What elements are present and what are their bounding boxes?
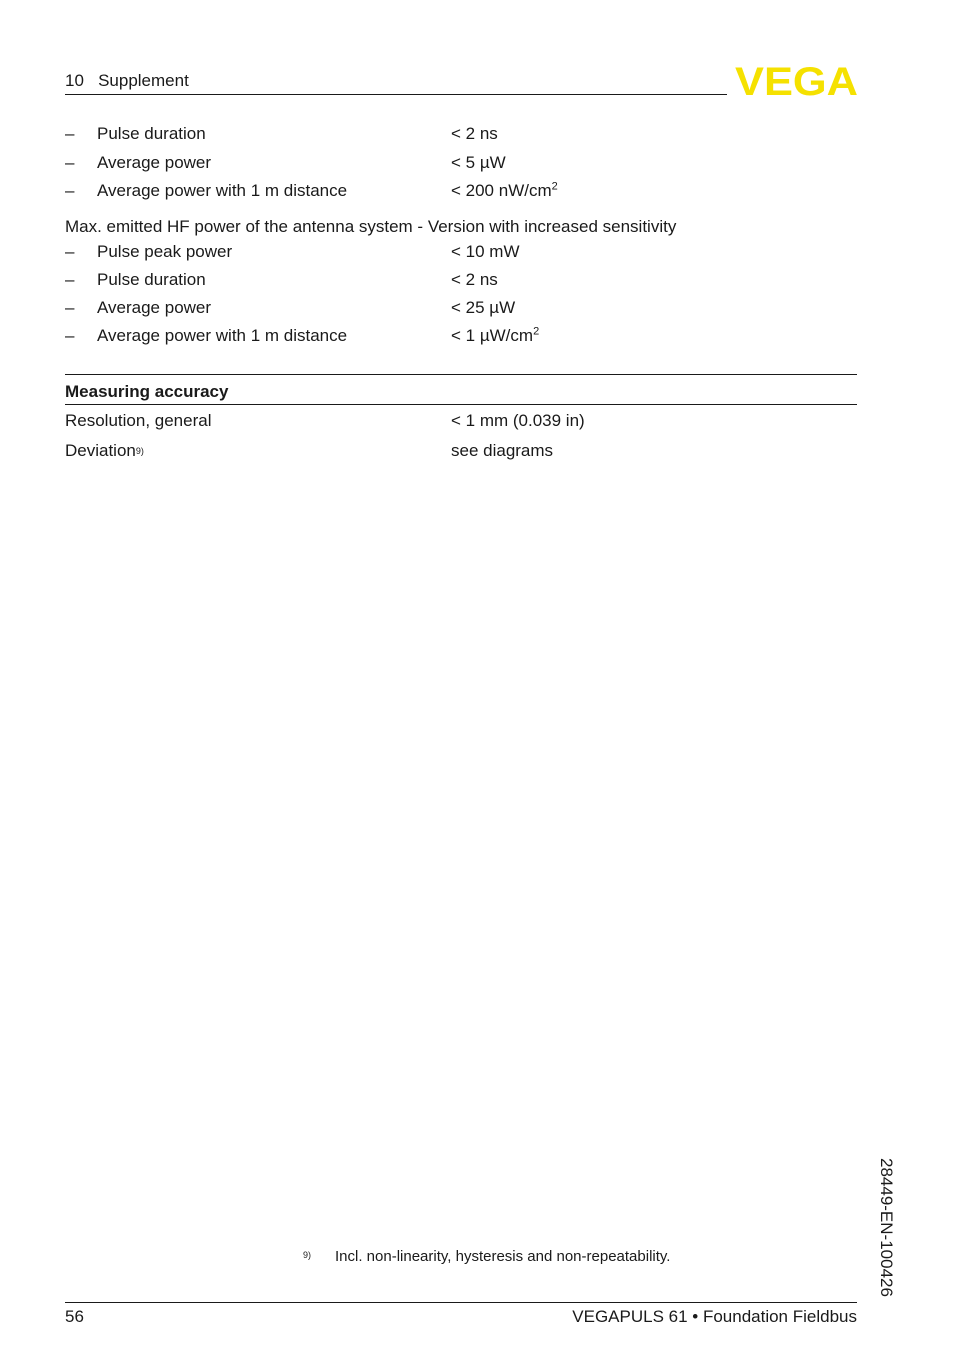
spec-value: < 10 mW [451,242,520,261]
spec-label: Average power [97,153,212,172]
spec-row [65,296,857,320]
spec-row [65,324,857,348]
spec-label: Average power with 1 m distance [97,326,348,345]
spec-label: Pulse duration [97,270,206,289]
spec-value: < 1 mm (0.039 in) [451,411,585,430]
spec-value: < 200 $nW/cm^2$ [451,180,558,200]
list-dash: – [65,270,75,289]
list-dash: – [65,153,75,172]
vega-logo [735,64,858,98]
spec-label: Average power with 1 m distance [97,181,348,200]
footer-divider [65,1302,857,1303]
document-id: 28449-EN-100426 [877,1158,896,1297]
spec-row [65,240,857,264]
unit-superscript: 2 [533,325,540,338]
unit-superscript: 2 [551,180,558,193]
spec-row [65,122,857,146]
list-dash: – [65,298,75,317]
page-number: 56 [65,1307,84,1326]
spec-label: Deviation9) [65,441,144,460]
header-divider [65,94,727,95]
spec-row [65,268,857,292]
list-dash: – [65,326,75,345]
section-title: Measuring accuracy [65,382,229,401]
spec-label: Pulse duration [97,124,206,143]
list-dash: – [65,181,75,200]
section-top-rule [65,374,857,375]
list-dash: – [65,242,75,261]
spec-label: Average power [97,298,212,317]
vega-logo-text: VEGA [735,64,858,98]
spec-row [65,439,857,463]
spec-label: Pulse peak power [97,242,233,261]
footnote-reference: 9) [135,446,144,456]
spec-label: Resolution, general [65,411,212,430]
spec-value: < 2 ns [451,124,498,143]
group-title: Max. emitted HF power of the antenna system - Version with increased sensitivity [65,217,677,236]
spec-value: see diagrams [451,441,554,460]
spec-row [65,409,857,433]
spec-row [65,151,857,175]
list-dash: – [65,124,75,143]
footnote-mark: 9) [303,1250,312,1260]
footnote-text: Incl. non-linearity, hysteresis and non-repeatability. [335,1248,671,1265]
section-bottom-rule [65,404,857,405]
spec-value: < 5 µW [451,153,506,172]
spec-row [65,179,857,203]
spec-value: < 25 µW [451,298,516,317]
spec-value: < 1 $\mu W/cm^2$ [451,325,540,345]
spec-value: < 2 ns [451,270,498,289]
footer-title: VEGAPULS 61 • Foundation Fieldbus [572,1307,857,1326]
section-heading: 10 Supplement [65,71,189,90]
